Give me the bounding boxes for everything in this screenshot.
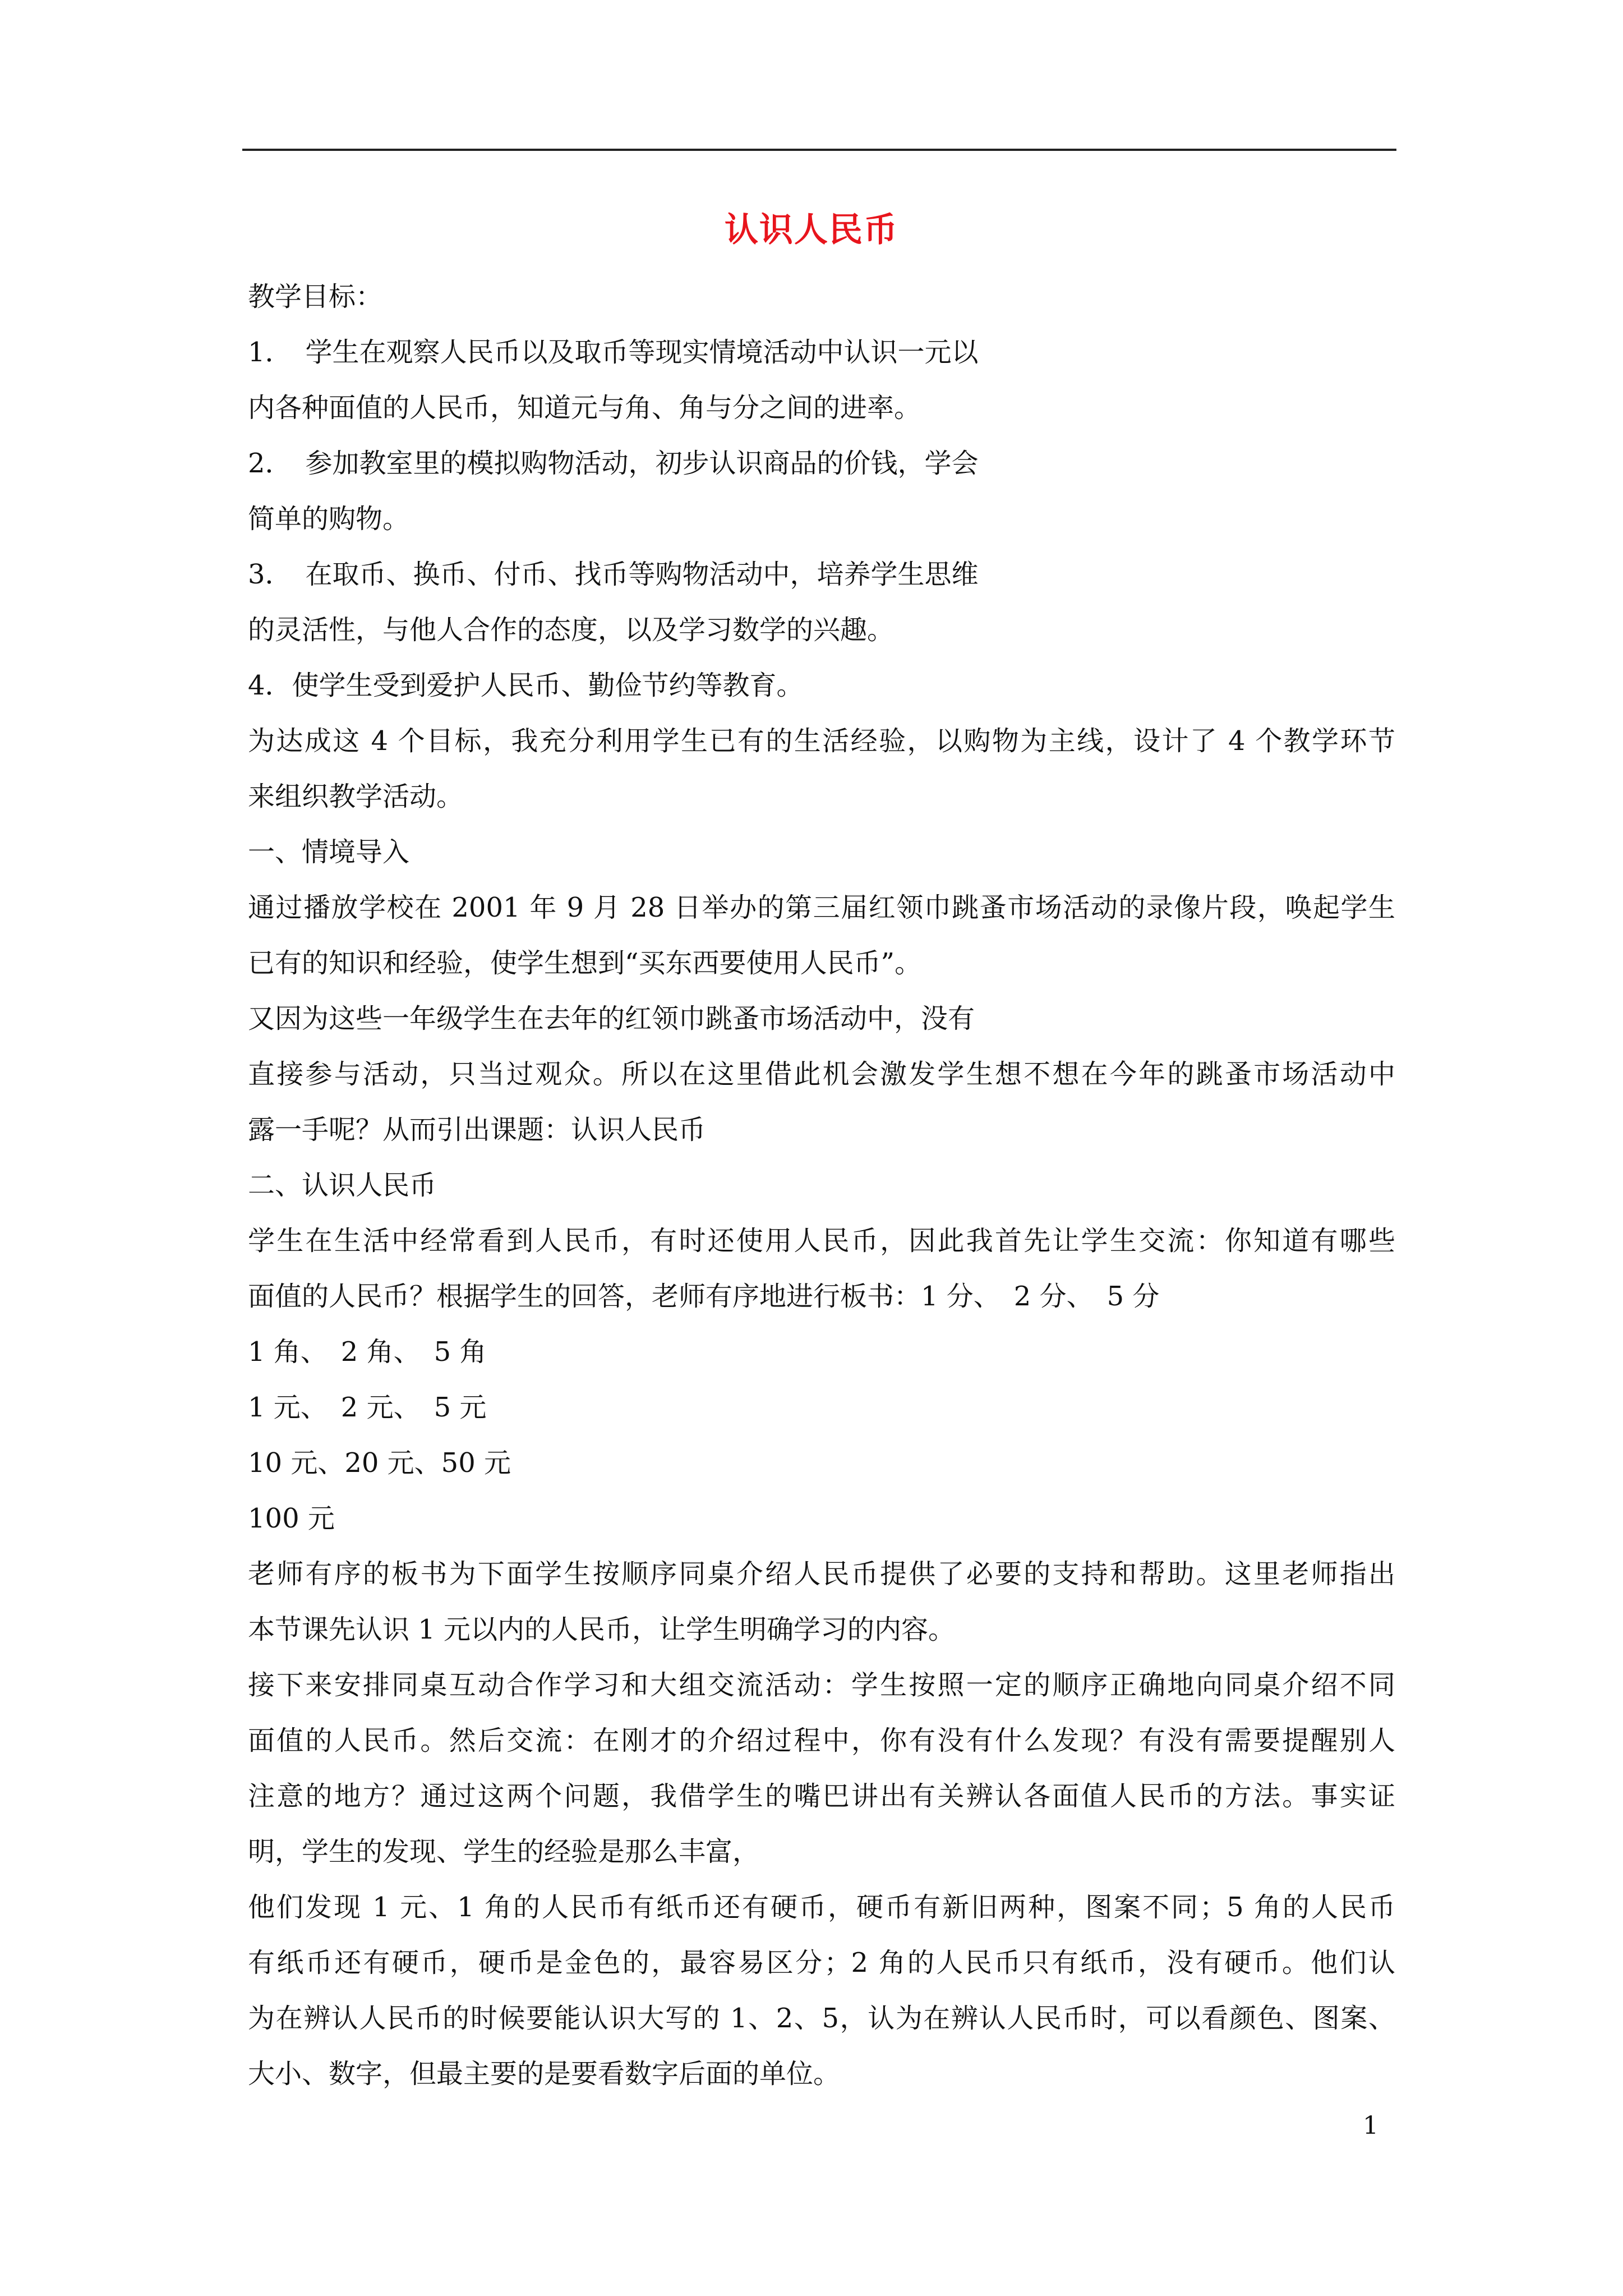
body-line-31: 有纸币还有硬币，硬币是金色的，最容易区分；2 角的人民币只有纸币，没有硬币。他们认 — [248, 1947, 1395, 1978]
denomination-line-tens: 10 元、20 元、50 元 — [248, 1447, 511, 1479]
body-line-3: 内各种面值的人民币，知道元与角、角与分之间的进率。 — [248, 392, 921, 424]
body-line-16: 露一手呢？从而引出课题：认识人民币 — [248, 1114, 706, 1145]
body-line-15: 直接参与活动，只当过观众。所以在这里借此机会激发学生想不想在今年的跳蚤市场活动中 — [248, 1059, 1395, 1090]
body-line-12: 通过播放学校在 2001 年 9 月 28 日举办的第三届红领巾跳蚤市场活动的录像片段，唤起学生 — [248, 892, 1395, 923]
denomination-line-hundred: 100 元 — [248, 1503, 335, 1534]
body-line-32: 为在辨认人民币的时候要能认识大写的 1、2、5，认为在辨认人民币时，可以看颜色、图案、 — [248, 2003, 1395, 2034]
body-line-14: 又因为这些一年级学生在去年的红领巾跳蚤市场活动中，没有 — [248, 1003, 975, 1034]
body-line-24: 老师有序的板书为下面学生按顺序同桌介绍人民币提供了必要的支持和帮助。这里老师指出 — [248, 1558, 1395, 1590]
document-body — [248, 269, 1395, 2102]
section-heading-1: 一、情境导入 — [248, 836, 410, 868]
body-line-5: 简单的购物。 — [248, 503, 410, 535]
section-heading-2: 二、认识人民币 — [248, 1170, 437, 1201]
body-line-6: 3． 在取币、换币、付币、找币等购物活动中，培养学生思维 — [248, 559, 979, 590]
body-line-28: 注意的地方？通过这两个问题，我借学生的嘴巴讲出有关辨认各面值人民币的方法。事实证 — [248, 1780, 1395, 1812]
body-line-19: 面值的人民币？根据学生的回答，老师有序地进行板书：1 分、 2 分、 5 分 — [248, 1281, 1160, 1312]
body-line-30: 他们发现 1 元、1 角的人民币有纸币还有硬币，硬币有新旧两种，图案不同；5 角的人民币 — [248, 1892, 1395, 1923]
page-number: 1 — [1363, 2111, 1378, 2140]
body-line-26: 接下来安排同桌互动合作学习和大组交流活动：学生按照一定的顺序正确地向同桌介绍不同 — [248, 1669, 1395, 1701]
body-line-27: 面值的人民币。然后交流：在刚才的介绍过程中，你有没有什么发现？有没有需要提醒别人 — [248, 1725, 1395, 1756]
body-line-25: 本节课先认识 1 元以内的人民币，让学生明确学习的内容。 — [248, 1614, 956, 1645]
denomination-line-jiao: 1 角、 2 角、 5 角 — [248, 1336, 487, 1368]
body-line-8: 4．使学生受到爱护人民币、勤俭节约等教育。 — [248, 670, 804, 701]
header-rule — [242, 149, 1396, 151]
body-line-9: 为达成这 4 个目标，我充分利用学生已有的生活经验，以购物为主线，设计了 4 个教学环节 — [248, 725, 1395, 757]
body-line-2: 1． 学生在观察人民币以及取币等现实情境活动中认识一元以 — [248, 337, 979, 368]
body-line-18: 学生在生活中经常看到人民币，有时还使用人民币，因此我首先让学生交流：你知道有哪些 — [248, 1225, 1395, 1257]
body-line-1: 教学目标： — [248, 281, 383, 312]
body-line-4: 2． 参加教室里的模拟购物活动，初步认识商品的价钱，学会 — [248, 448, 979, 479]
body-line-10: 来组织教学活动。 — [248, 781, 464, 812]
body-line-33: 大小、数字，但最主要的是要看数字后面的单位。 — [248, 2058, 841, 2090]
body-line-7: 的灵活性，与他人合作的态度，以及学习数学的兴趣。 — [248, 614, 895, 646]
document-title: 认识人民币 — [725, 210, 898, 250]
body-line-29: 明，学生的发现、学生的经验是那么丰富， — [248, 1836, 760, 1867]
denomination-line-yuan: 1 元、 2 元、 5 元 — [248, 1392, 487, 1423]
body-line-13: 已有的知识和经验，使学生想到“买东西要使用人民币”。 — [248, 947, 922, 979]
